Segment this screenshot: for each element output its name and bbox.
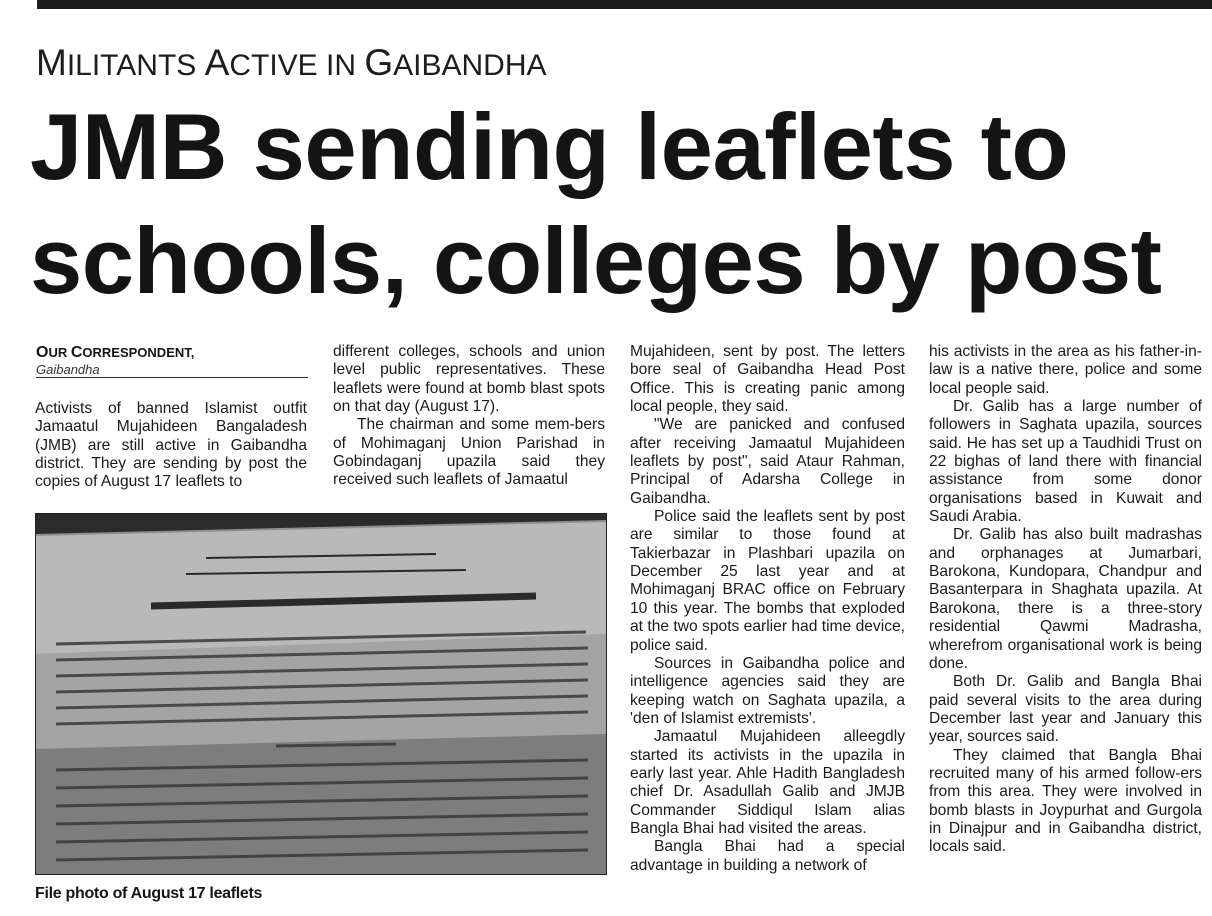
paragraph: "We are panicked and confused after receiving Jamaatul Mujahideen leaflets by post", said Ataur Rahman, Principal of Adarsha College in Gaibandha. (630, 416, 905, 507)
photo-caption: File photo of August 17 leaflets (35, 885, 263, 902)
paragraph: The chairman and some mem-bers of Mohimaganj Union Parishad in Gobindaganj upazila said they received such leaflets of Jamaatul (333, 416, 605, 489)
leaflet-photo (35, 513, 607, 875)
paragraph: Dr. Galib has a large number of followers in Saghata upazila, sources said. He has set up a Taudhidi Trust on 22 bighas of land there with financial assistance from some donor organisations based in Kuwait and Saudi Arabia. (929, 398, 1202, 526)
paragraph: his activists in the area as his father-in-law is a native there, police and some local people said. (929, 343, 1202, 397)
leaflet-photo-image (36, 514, 606, 874)
kicker: MILITANTS ACTIVE IN GAIBANDHA (36, 42, 547, 83)
top-rule (37, 0, 1212, 9)
article-column-1 (35, 400, 307, 492)
headline (30, 90, 1210, 318)
article-column-3 (630, 343, 905, 875)
headline-line-1: JMB sending leaflets to (30, 94, 1069, 199)
article-column-4 (929, 343, 1202, 857)
paragraph: They claimed that Bangla Bhai recruited many of his armed follow-ers from this area. They were involved in bomb blasts in Joypurhat and Gurgola in Dinajpur and in Gaibandha district, locals said. (929, 746, 1202, 856)
paragraph: Activists of banned Islamist outfit Jamaatul Mujahideen Bangaladesh (JMB) are still active in Gaibandha district. They are sending by post the copies of August 17 leaflets to (35, 400, 307, 491)
byline-name: OUR CORRESPONDENT, (36, 344, 195, 361)
paragraph: Bangla Bhai had a special advantage in building a network of (630, 838, 905, 874)
paragraph: Sources in Gaibandha police and intelligence agencies said they are keeping watch on Saghata upazila, a 'den of Islamist extremists'. (630, 654, 905, 727)
paragraph: Police said the leaflets sent by post are similar to those found at Takierbazar in Plashbari upazila on December 25 last year and at Mohimaganj BRAC office on February 10 this year. The bombs that exploded at the two spots earlier had time device, police said. (630, 508, 905, 654)
byline-place: Gaibandha (36, 362, 100, 377)
byline (36, 343, 308, 378)
paragraph: different colleges, schools and union level public representatives. These leaflets were found at bomb blast spots on that day (August 17). (333, 343, 605, 416)
paragraph: Jamaatul Mujahideen alleegdly started its activists in the upazila in early last year. Ahle Hadith Bangladesh chief Dr. Asadullah Galib and JMJB Commander Siddiqul Islam alias Bangla Bhai had visited the areas. (630, 728, 905, 837)
paragraph: Mujahideen, sent by post. The letters bore seal of Gaibandha Head Post Office. This is creating panic among local people, they said. (630, 343, 905, 416)
paragraph: Both Dr. Galib and Bangla Bhai paid several visits to the area during December last year and January this year, sources said. (929, 673, 1202, 746)
paragraph: Dr. Galib has also built madrashas and orphanages at Jumarbari, Barokona, Kundopara, Chandpur and Basanterpara in Shaghata upazila. At Barokona, there is a three-story residential Qawmi Madrasha, wherefrom organisational work is being done. (929, 526, 1202, 672)
headline-line-2: schools, colleges by post (30, 208, 1162, 313)
article-column-2 (333, 343, 605, 490)
